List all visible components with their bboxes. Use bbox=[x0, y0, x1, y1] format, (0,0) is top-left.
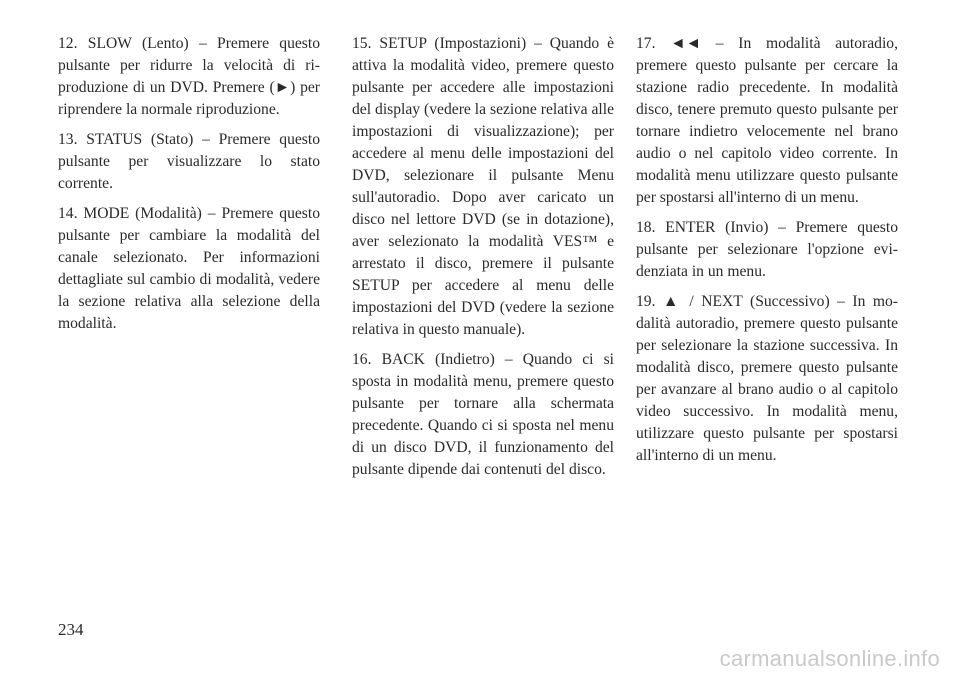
text-column-middle bbox=[352, 33, 614, 489]
text-column-right bbox=[636, 33, 898, 475]
item-16-paragraph: 16. BACK (Indietro) – Quando ci si sposta in modalità menu, premere questo pulsante per tornare alla schermata precedente. Quando ci si sposta nel menu di un disco DVD, il funzionamento del pulsante dipende dai contenuti del disco. bbox=[352, 351, 614, 478]
site-watermark: carmanualsonline.info bbox=[719, 646, 940, 671]
page-number: 234 bbox=[58, 620, 84, 639]
item-12-paragraph: 12. SLOW (Lento) – Premere questo pulsante per ridurre la velocità di riproduzione di un DVD. Premere (►) per riprendere la normale riproduzione. bbox=[58, 35, 320, 118]
item-14-paragraph: 14. MODE (Modalità) – Premere questo pulsante per cambiare la modalità del canale selezionato. Per informazioni dettagliate sul cambio di modalità, vedere la sezione relativa alla selezione della modalità. bbox=[58, 205, 320, 332]
item-15-paragraph: 15. SETUP (Impostazioni) – Quando è attiva la modalità video, premere questo pulsante per accedere alle impostazioni del display (vedere la sezione relativa alle impostazioni di visualizzazione); per accedere al menu delle impostazioni del DVD, selezionare il pulsante Menu sull'autoradio. Dopo aver caricato un disco nel lettore DVD (se in dotazione), aver selezionato la modalità VES™ e arrestato il disco, premere il pulsante SETUP per accedere al menu delle impostazioni del DVD (vedere la sezione relativa in questo manuale). bbox=[352, 35, 614, 338]
item-19-paragraph: 19. ▲ / NEXT (Successivo) – In modalità autoradio, premere questo pulsante per selezionare la stazione successiva. In modalità disco, premere questo pulsante per avanzare al brano audio o al capitolo video successivo. In modalità menu, utilizzare questo pulsante per spostarsi all'interno di un menu. bbox=[636, 293, 898, 464]
text-column-left bbox=[58, 33, 320, 343]
item-18-paragraph: 18. ENTER (Invio) – Premere questo pulsante per selezionare l'opzione evidenziata in un menu. bbox=[636, 219, 898, 280]
item-17-paragraph: 17. ◄◄ – In modalità autoradio, premere questo pulsante per cercare la stazione radio precedente. In modalità disco, tenere premuto questo pulsante per tornare indietro velocemente nel brano audio o nel capitolo video corrente. In modalità menu utilizzare questo pulsante per spostarsi all'interno di un menu. bbox=[636, 35, 898, 206]
item-13-paragraph: 13. STATUS (Stato) – Premere questo pulsante per visualizzare lo stato corrente. bbox=[58, 131, 320, 192]
